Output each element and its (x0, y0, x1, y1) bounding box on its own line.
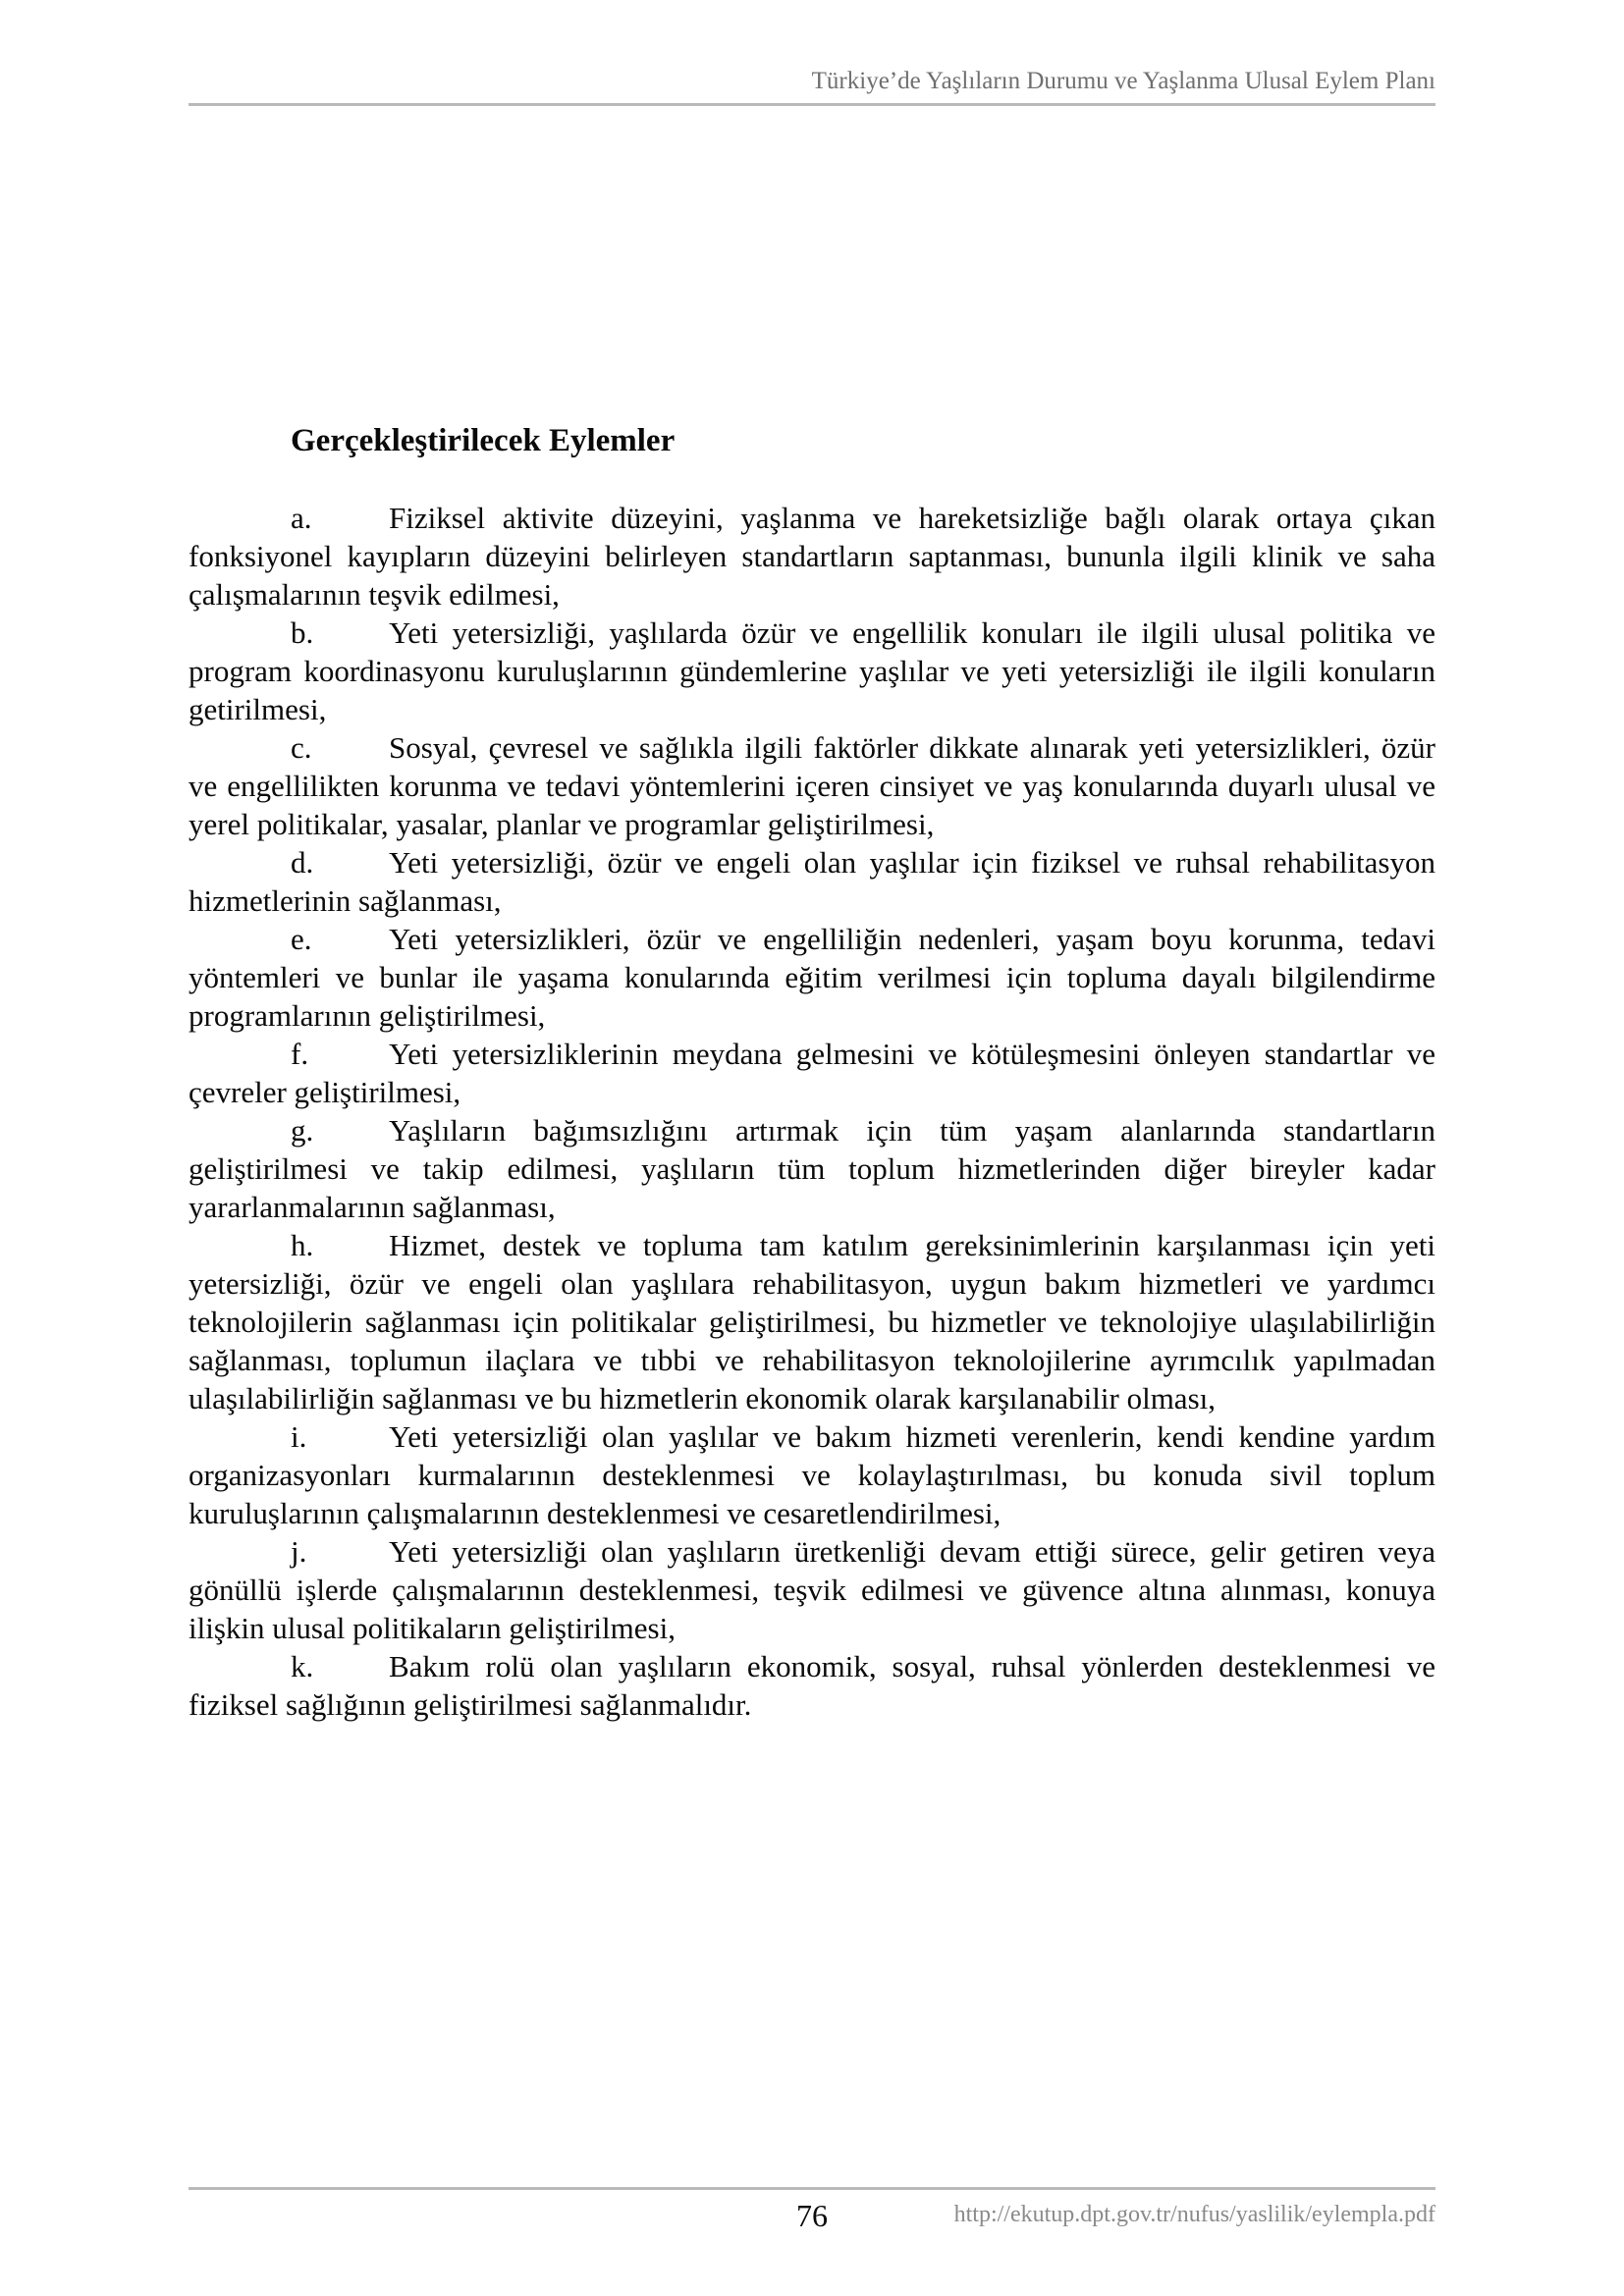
item-marker: k. (291, 1649, 314, 1683)
item-marker: h. (291, 1228, 314, 1262)
item-marker: c. (291, 730, 312, 765)
item-text: Yaşlıların bağımsızlığını artırmak için tüm yaşam alanlarında standartların geliştirilmesi ve takip edilmesi, yaşlıların tüm toplum hizmetlerinden diğer bireyler kadar yararlanmalarının sağlanması, (189, 1113, 1435, 1224)
item-text: Yeti yetersizliği, özür ve engeli olan yaşlılar için fiziksel ve ruhsal rehabilitasyon hizmetlerinin sağlanması, (189, 845, 1435, 918)
item-marker: b. (291, 615, 314, 650)
item-text: Bakım rolü olan yaşlıların ekonomik, sosyal, ruhsal yönlerden desteklenmesi ve fiziksel sağlığının geliştirilmesi sağlanmalıdır. (189, 1649, 1435, 1722)
item-text: Yeti yetersizliklerinin meydana gelmesini ve kötüleşmesini önleyen standartlar ve çevreler geliştirilmesi, (189, 1037, 1435, 1109)
item-text: Yeti yetersizliği olan yaşlıların üretkenliği devam ettiği sürece, gelir getiren veya gönüllü işlerde çalışmalarının desteklenmesi, teşvik edilmesi ve güvence altına alınması, konuya ilişkin ulusal politikaların geliştirilmesi, (189, 1534, 1435, 1645)
action-item-c (189, 728, 1435, 843)
action-item-i (189, 1417, 1435, 1532)
footer-url: http://ekutup.dpt.gov.tr/nufus/yaslilik/eylempla.pdf (953, 2202, 1435, 2227)
item-marker: a. (291, 501, 312, 535)
item-text: Fiziksel aktivite düzeyini, yaşlanma ve hareketsizliğe bağlı olarak ortaya çıkan fonksiyonel kayıpların düzeyini belirleyen standartların saptanması, bununla ilgili klinik ve saha çalışmalarının teşvik edilmesi, (189, 501, 1435, 612)
action-item-g (189, 1111, 1435, 1226)
action-item-j (189, 1532, 1435, 1647)
item-marker: d. (291, 845, 314, 880)
section-title: Gerçekleştirilecek Eylemler (291, 423, 676, 458)
item-text: Sosyal, çevresel ve sağlıkla ilgili faktörler dikkate alınarak yeti yetersizlikleri, özür ve engellilikten korunma ve tedavi yöntemlerini içeren cinsiyet ve yaş konularında duyarlı ulusal ve yerel politikalar, yasalar, planlar ve programlar geliştirilmesi, (189, 730, 1435, 841)
item-marker: f. (291, 1037, 309, 1071)
item-marker: e. (291, 922, 312, 956)
action-item-k (189, 1647, 1435, 1724)
item-text: Yeti yetersizlikleri, özür ve engelliliğin nedenleri, yaşam boyu korunma, tedavi yöntemleri ve bunlar ile yaşama konularında eğitim verilmesi için topluma dayalı bilgilendirme programlarının geliştirilmesi, (189, 922, 1435, 1033)
page-footer (189, 2187, 1435, 2233)
item-text: Hizmet, destek ve topluma tam katılım gereksinimlerinin karşılanması için yeti yetersizliği, özür ve engeli olan yaşlılara rehabilitasyon, uygun bakım hizmetleri ve yardımcı teknolojilerin sağlanması için politikalar geliştirilmesi, bu hizmetler ve teknolojiye ulaşılabilirliğin sağlanması, toplumun ilaçlara ve tıbbi ve rehabilitasyon teknolojilerine ayrımcılık yapılmadan ulaşılabilirliğin sağlanması ve bu hizmetlerin ekonomik olarak karşılanabilir olması, (189, 1228, 1435, 1415)
action-item-h (189, 1226, 1435, 1417)
action-item-f (189, 1035, 1435, 1111)
running-header (189, 0, 1435, 106)
item-marker: j. (291, 1534, 307, 1569)
action-item-e (189, 920, 1435, 1035)
item-text: Yeti yetersizliği olan yaşlılar ve bakım hizmeti verenlerin, kendi kendine yardım organizasyonları kurmalarının desteklenmesi ve kolaylaştırılması, bu konuda sivil toplum kuruluşlarının çalışmalarının desteklenmesi ve cesaretlendirilmesi, (189, 1419, 1435, 1530)
page-number: 76 (796, 2198, 828, 2233)
action-item-d (189, 843, 1435, 920)
page-body (189, 422, 1435, 1724)
running-header-title: Türkiye’de Yaşlıların Durumu ve Yaşlanma Ulusal Eylem Planı (811, 68, 1435, 94)
item-text: Yeti yetersizliği, yaşlılarda özür ve engellilik konuları ile ilgili ulusal politika ve program koordinasyonu kuruluşlarının gündemlerine yaşlılar ve yeti yetersizliği ile ilgili konuların getirilmesi, (189, 615, 1435, 726)
item-marker: i. (291, 1419, 307, 1454)
action-item-b (189, 614, 1435, 728)
item-marker: g. (291, 1113, 314, 1148)
action-item-a (189, 499, 1435, 614)
